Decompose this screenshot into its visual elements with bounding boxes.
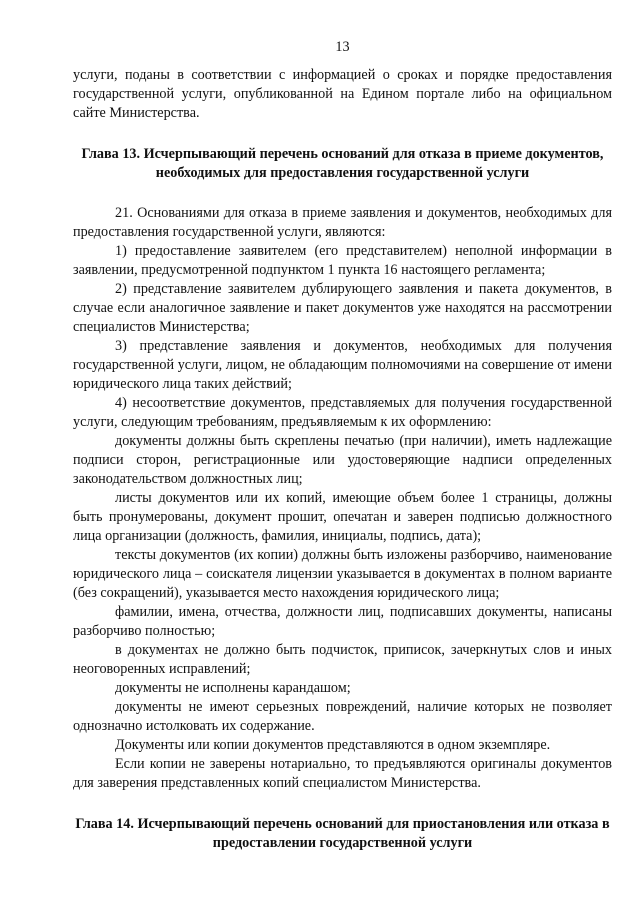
requirement-no-damage: документы не имеют серьезных повреждений, наличие которых не позволяет однозначно истолковать их содержание. (73, 699, 612, 734)
requirement-seal: документы должны быть скреплены печатью (при наличии), иметь надлежащие подписи сторон, регистрационные или удостоверяющие надписи определенных законодательством должностных лиц; (73, 433, 612, 487)
paragraph-21: 21. Основаниями для отказа в приеме заявления и документов, необходимых для предоставления государственной услуги, являются: (73, 205, 612, 240)
requirement-legibility: тексты документов (их копии) должны быть изложены разборчиво, наименование юридического лица – соискателя лицензии указывается в документах в полном варианте (без сокращений), указывается место нахождения юридического лица; (73, 547, 612, 601)
intro-paragraph: услуги, поданы в соответствии с информацией о сроках и порядке предоставления государственной услуги, опубликованной на Едином портале либо на официальном сайте Министерства. (73, 67, 612, 121)
single-copy-note: Документы или копии документов представляются в одном экземпляре. (115, 737, 551, 753)
page-number: 13 (335, 39, 350, 55)
item-4: 4) несоответствие документов, представляемых для получения государственной услуги, следующим требованиям, предъявляемым к их оформлению: (73, 395, 612, 430)
requirement-numbering: листы документов или их копий, имеющие объем более 1 страницы, должны быть пронумерованы, документ прошит, опечатан и заверен подписью должностного лица организации (должность, фамилия, инициалы, подпись, дата); (73, 490, 612, 544)
item-3: 3) представление заявления и документов, необходимых для получения государственной услуги, лицом, не обладающим полномочиями на совершение от имени юридического лица таких действий; (73, 338, 612, 392)
requirement-names: фамилии, имена, отчества, должности лиц, подписавших документы, написаны разборчиво полностью; (73, 604, 612, 639)
chapter-14-heading: Глава 14. Исчерпывающий перечень оснований для приостановления или отказа в предоставлении государственной услуги (75, 816, 610, 851)
item-2: 2) представление заявителем дублирующего заявления и пакета документов, в случае если аналогичное заявление и пакет документов уже находятся на рассмотрении специалистов Министерства; (73, 281, 612, 335)
requirement-no-corrections: в документах не должно быть подчисток, приписок, зачеркнутых слов и иных неоговоренных исправлений; (73, 642, 612, 677)
item-1: 1) предоставление заявителем (его представителем) неполной информации в заявлении, предусмотренной подпунктом 1 пункта 16 настоящего регламента; (73, 243, 612, 278)
notarization-note: Если копии не заверены нотариально, то предъявляются оригиналы документов для заверения представленных копий специалистом Министерства. (73, 756, 612, 791)
requirement-no-pencil: документы не исполнены карандашом; (115, 680, 351, 696)
chapter-13-heading: Глава 13. Исчерпывающий перечень оснований для отказа в приеме документов, необходимых для предоставления государственной услуги (81, 146, 604, 181)
